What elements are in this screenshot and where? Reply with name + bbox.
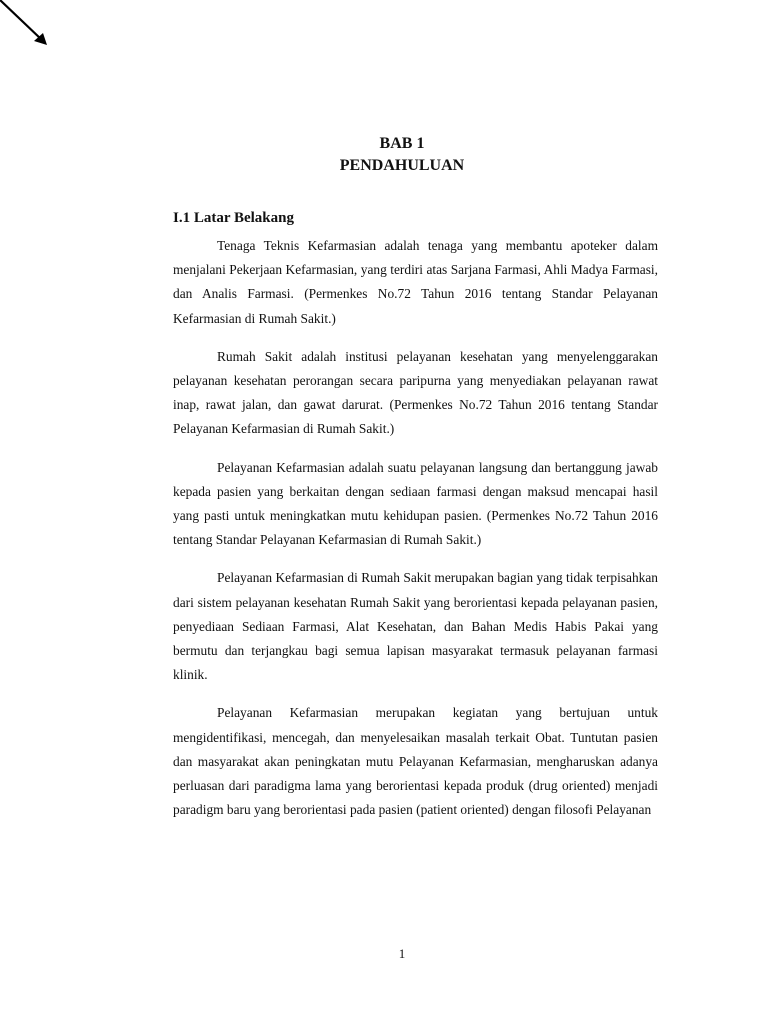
paragraph: Tenaga Teknis Kefarmasian adalah tenaga yang membantu apoteker dalam menjalani Pekerjaan Kefarmasian, yang terdiri atas Sarjana Farmasi, Ahli Madya Farmasi, dan Analis Farmasi. (Permenkes No.72 Tahun 2016 tentang Standar Pelayanan Kefarmasian di Rumah Sakit.) (173, 238, 658, 326)
chapter-number: BAB 1 (379, 135, 425, 152)
page-number: 1 (398, 946, 406, 961)
paragraph: Pelayanan Kefarmasian di Rumah Sakit merupakan bagian yang tidak terpisahkan dari sistem pelayanan kesehatan Rumah Sakit yang berorientasi kepada pelayanan pasien, penyediaan Sediaan Farmasi, Alat Kesehatan, dan Bahan Medis Habis Pakai yang bermutu dan terjangkau bagi semua lapisan masyarakat termasuk pelayanan farmasi klinik. (173, 570, 658, 683)
paragraph: Rumah Sakit adalah institusi pelayanan kesehatan yang menyelenggarakan pelayanan kesehatan perorangan secara paripurna yang menyediakan pelayanan rawat inap, rawat jalan, dan gawat darurat. (Permenkes No.72 Tahun 2016 tentang Standar Pelayanan Kefarmasian di Rumah Sakit.) (173, 348, 658, 437)
section-heading: I.1 Latar Belakang (173, 210, 294, 226)
arrow-down-right-icon (0, 0, 60, 60)
chapter-title: PENDAHULUAN (339, 157, 465, 174)
body-text (173, 234, 658, 836)
paragraph: Pelayanan Kefarmasian adalah suatu pelayanan langsung dan bertanggung jawab kepada pasien yang berkaitan dengan sediaan farmasi dengan maksud mencapai hasil yang pasti untuk meningkatkan mutu kehidupan pasien. (Permenkes No.72 Tahun 2016 tentang Standar Pelayanan Kefarmasian di Rumah Sakit.) (173, 459, 658, 548)
paragraph: Pelayanan Kefarmasian merupakan kegiatan yang bertujuan untuk mengidentifikasi, mencegah, dan menyelesaikan masalah terkait Obat. Tuntutan pasien dan masyarakat akan peningkatan mutu Pelayanan Kefarmasian, mengharuskan adanya perluasan dari paradigma lama yang berorientasi kepada produk (drug oriented) menjadi paradigm baru yang berorientasi pada pasien (patient oriented) dengan filosofi Pelayanan (173, 705, 658, 818)
